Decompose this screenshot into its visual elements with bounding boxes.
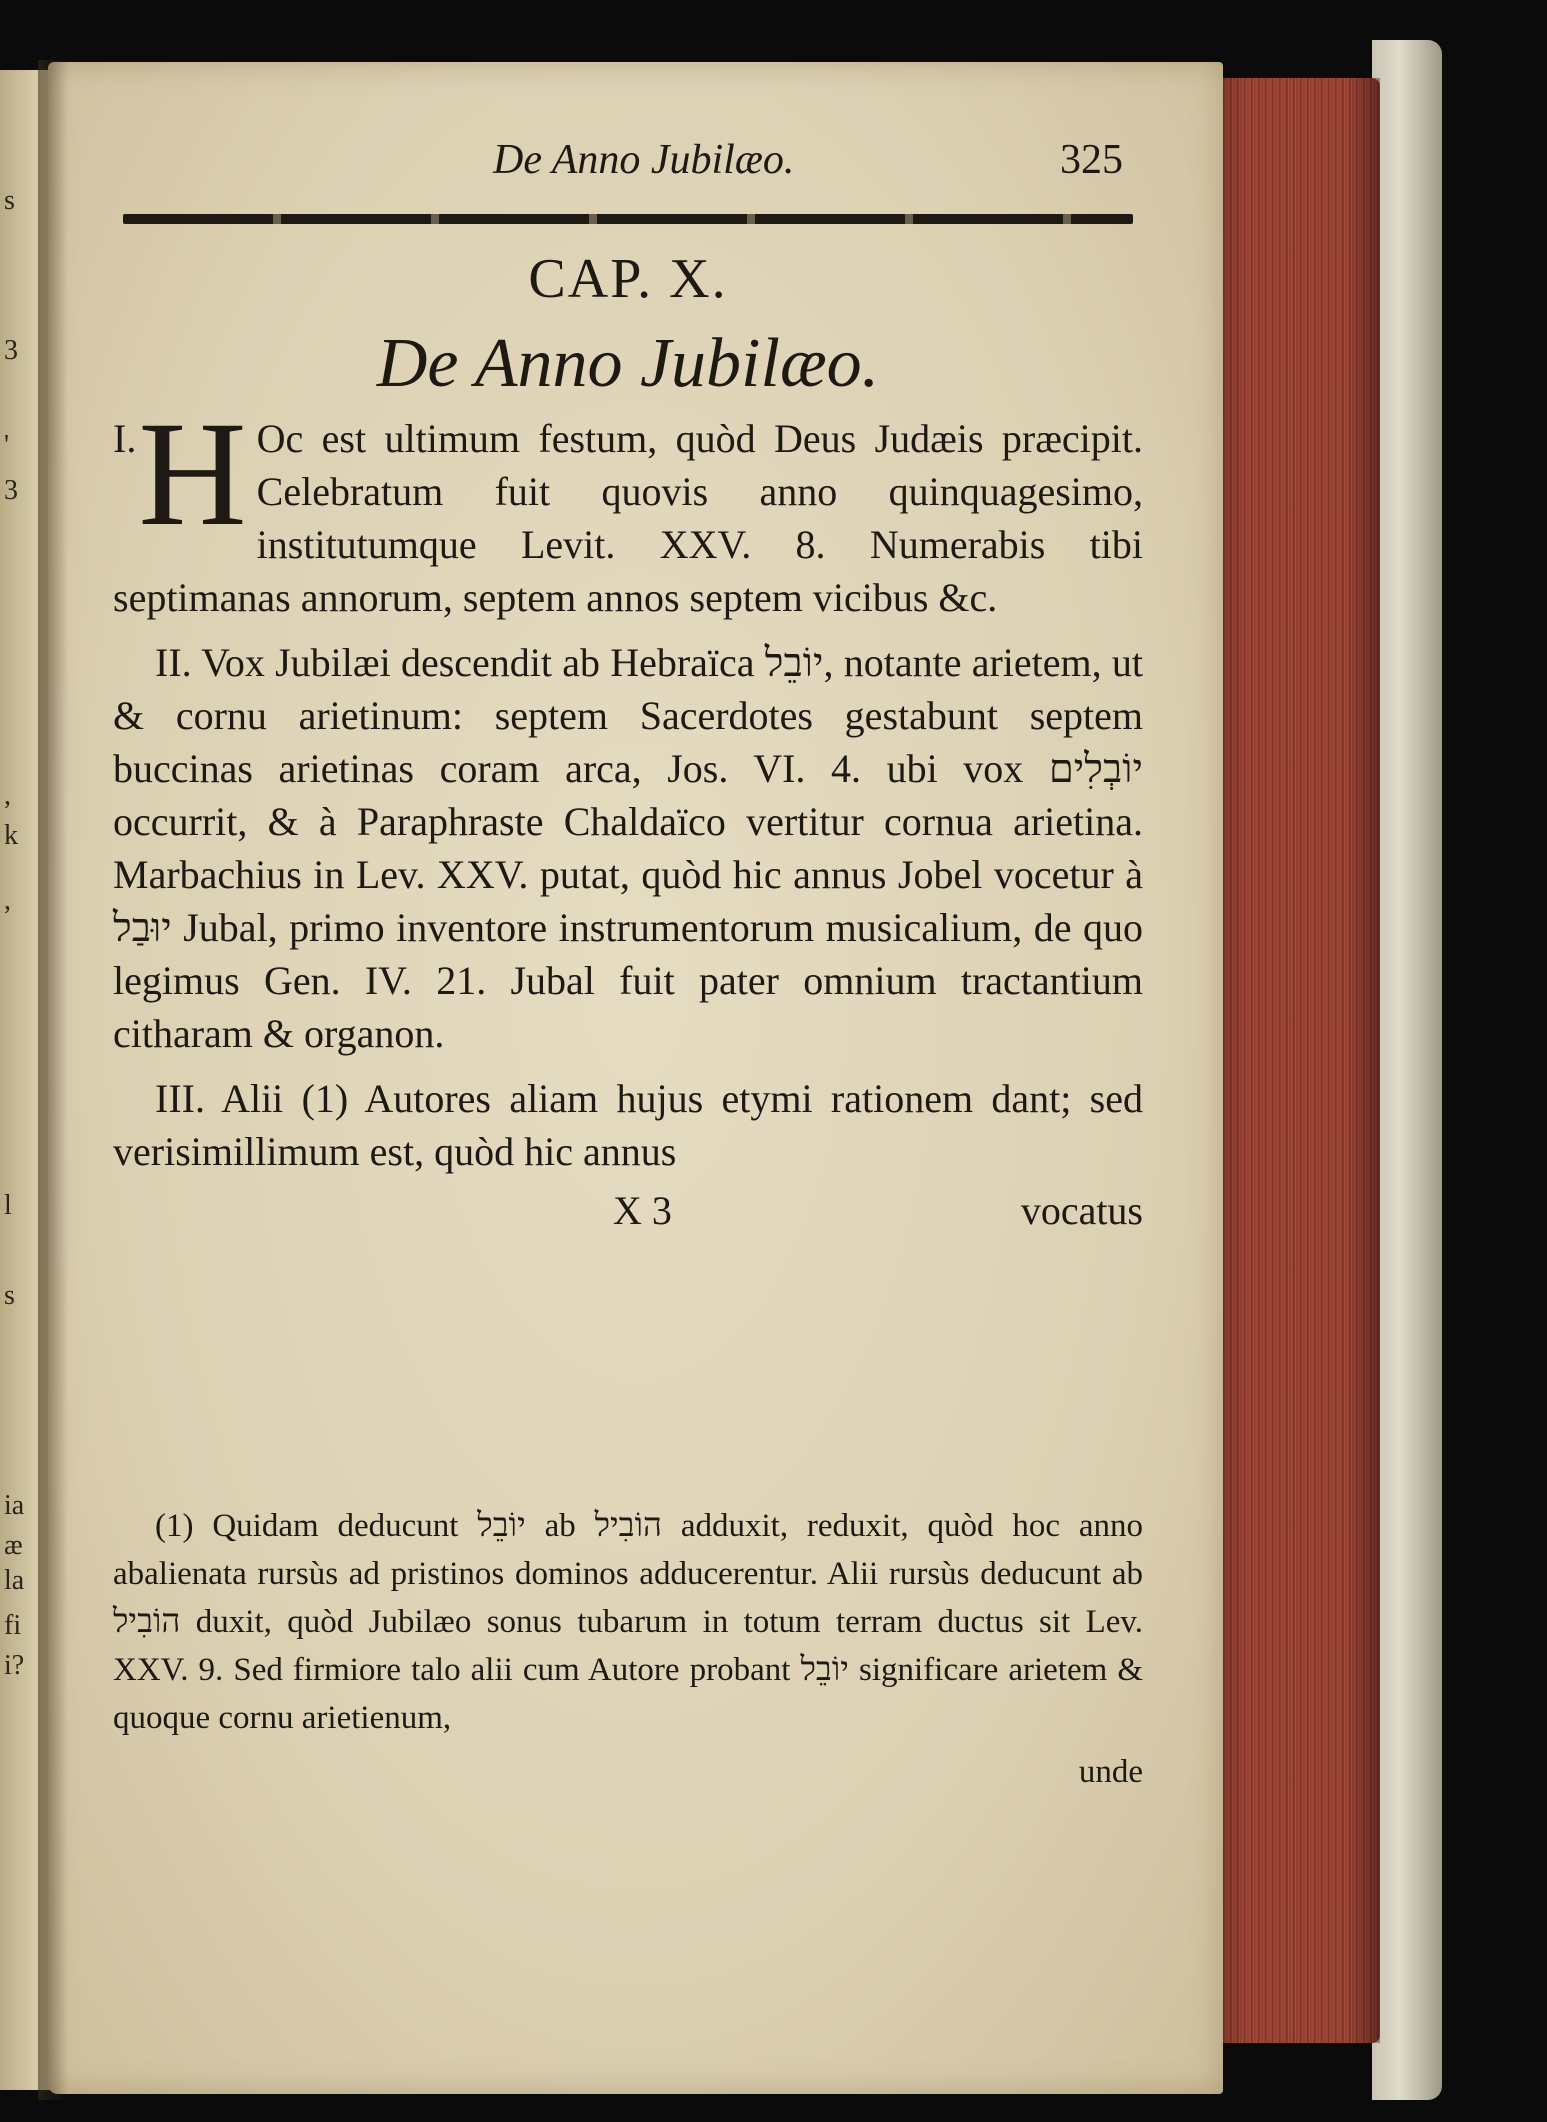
margin-fragment: 3 xyxy=(4,335,18,366)
margin-fragment: l xyxy=(4,1190,12,1221)
paragraph-2: II. Vox Jubilæi descendit ab Hebraïca יוֹבֵל, notante arietem, ut & cornu arietinum: septem Sacerdotes gestabunt septem buccinas arietinas coram arca, Jos. VI. 4. ubi vox יוֹבְלִים occurrit, & à Paraphraste Chaldaïco vertitur cornua arietina. Marbachius in Lev. XXV. putat, quòd hic annus Jobel vocetur à יוּבַל Jubal, primo inventore instrumentorum musicalium, de quo legimus Gen. IV. 21. Jubal fuit pater omnium tractantium citharam & organon. xyxy=(113,640,1143,1056)
catchword: vocatus xyxy=(1020,1188,1143,1233)
running-head: De Anno Jubilæo. xyxy=(493,137,795,183)
margin-fragment: s xyxy=(4,185,15,216)
paragraph-number: I. xyxy=(113,416,137,461)
margin-fragment: s xyxy=(4,1280,15,1311)
signature-line xyxy=(113,1184,1143,1237)
paragraph-3: III. Alii (1) Autores aliam hujus etymi rationem dant; sed verisimillimum est, quòd hic annus xyxy=(113,1076,1143,1174)
margin-fragment: k xyxy=(4,820,18,851)
book-page xyxy=(48,62,1223,2094)
footnote-1: (1) Quidam deducunt יוֹבֵל ab הוֹבִיל adduxit, reduxit, quòd hoc anno abalienata rursùs ad pristinos dominos adducerentur. Alii rursùs deducunt ab הוֹבִיל duxit, quòd Jubilæo sonus tubarum in totum terram ductus sit Lev. XXV. 9. Sed firmiore talo alii cum Autore probant יוֹבֵל significare arietem & quoque cornu arietienum, xyxy=(113,1508,1143,1736)
book-back-cover xyxy=(1372,40,1442,2100)
paragraph-1 xyxy=(113,391,1143,624)
footnote-catchword: unde xyxy=(1078,1754,1143,1790)
chapter-label: CAP. X. xyxy=(528,248,728,310)
page-edges xyxy=(1212,78,1380,2043)
margin-fragment: , xyxy=(4,780,11,811)
margin-fragment: æ xyxy=(4,1530,23,1561)
page-number: 325 xyxy=(1060,137,1123,183)
margin-fragment: i? xyxy=(4,1650,25,1681)
chapter-title: De Anno Jubilæo. xyxy=(376,325,880,402)
signature-mark: X 3 xyxy=(613,1188,672,1233)
margin-fragment: , xyxy=(4,885,11,916)
margin-fragment: la xyxy=(4,1565,25,1596)
footnotes xyxy=(113,1502,1143,1796)
header-rule xyxy=(123,214,1133,224)
paragraph-1-text: Oc est ultimum festum, quòd Deus Judæis præcipit. Celebratum fuit quovis anno quinquagesimo, institutumque Levit. XXV. 8. Numerabis tibi septimanas annorum, septem annos septem vicibus &c. xyxy=(113,416,1143,620)
margin-fragment: ' xyxy=(4,430,10,461)
margin-fragment: 3 xyxy=(4,475,18,506)
page-header xyxy=(113,136,1143,196)
margin-fragment: fi xyxy=(4,1610,22,1641)
gutter-shadow xyxy=(38,60,68,2100)
main-text xyxy=(113,391,1143,1237)
margin-fragment: ia xyxy=(4,1490,25,1521)
drop-cap: H xyxy=(138,391,247,557)
